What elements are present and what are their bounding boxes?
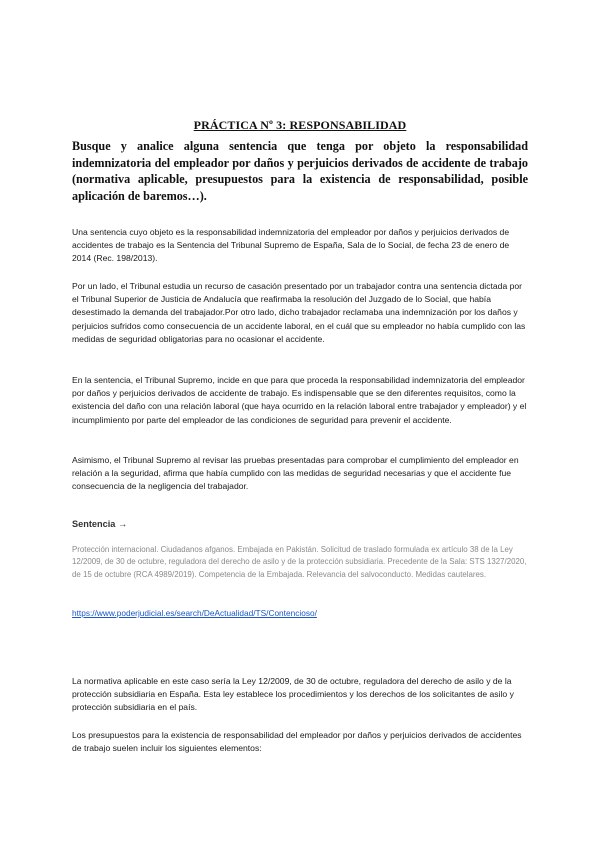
paragraph-requirements: En la sentencia, el Tribunal Supremo, incide en que para que proceda la responsabilidad indemnizatoria del empleador por daños y perjuicios derivados de accidente de trabajo. Es indispensable que se den diferentes requisitos, como la existencia del daño con una relación laboral (que haya ocurrido en la relación laboral entre trabajador y empleador) y el incumplimiento por parte del empleador de las condiciones de seguridad para prevenir el accidente. <box>72 375 527 425</box>
paragraph-evidence: Asimismo, el Tribunal Supremo al revisar las pruebas presentadas para comprobar el cumplimiento del empleador en relación a la seguridad, afirma que había cumplido con las medidas de seguridad necesarias y que el accidente fue consecuencia de la negligencia del trabajador. <box>72 455 519 492</box>
paragraph-case-facts: Por un lado, el Tribunal estudia un recurso de casación presentado por un trabajador contra una sentencia dictada por el Tribunal Superior de Justicia de Andalucía que reafirmaba la resolución del Juzgado de lo Social, que había desestimado la demanda del trabajador.Por otro lado, dicho trabajador reclamaba una indemnización por los daños y perjuicios sufridos como consecuencia de un accidente laboral, en el cuál que su empleador no había cumplido con las medidas de seguridad obligatorias para no ocasionar el accidente. <box>72 281 526 344</box>
sentencia-link[interactable]: https://www.poderjudicial.es/search/DeActualidad/TS/Contencioso/ <box>72 608 317 618</box>
sentencia-summary: Protección internacional. Ciudadanos afganos. Embajada en Pakistán. Solicitud de traslado formulada ex artículo 38 de la Ley 12/2009, de 30 de octubre, reguladora del derecho de asilo y de la protección subsidiaria. Precedente de la Sala: STS 1327/2020, de 15 de octubre (RCA 4989/2019). Competencia de la Embajada. Relevancia del salvoconducto. Medidas cautelares. <box>72 545 527 579</box>
paragraph-presupuestos: Los presupuestos para la existencia de responsabilidad del empleador por daños y perjuicios derivados de accidentes de trabajo suelen incluir los siguientes elementos: <box>72 730 522 754</box>
sentencia-heading: Sentencia → <box>72 519 128 529</box>
paragraph-normativa: La normativa aplicable en este caso sería la Ley 12/2009, de 30 de octubre, reguladora del derecho de asilo y de la protección subsidiaria en España. Esta ley establece los procedimientos y los derechos de los solicitantes de asilo y protección subsidiaria en el país. <box>72 676 514 713</box>
exercise-question: Busque y analice alguna sentencia que tenga por objeto la responsabilidad indemnizatoria del empleador por daños y perjuicios derivados de accidente de trabajo (normativa aplicable, presupuestos para la existencia de responsabilidad, posible aplicación de baremos…). <box>72 139 528 203</box>
paragraph-intro: Una sentencia cuyo objeto es la responsabilidad indemnizatoria del empleador por daños y perjuicios derivados de accidentes de trabajo es la Sentencia del Tribunal Supremo de España, Sala de lo Social, de fecha 23 de enero de 2014 (Rec. 198/2013). <box>72 227 510 264</box>
page-title: PRÁCTICA Nº 3: RESPONSABILIDAD <box>193 118 407 133</box>
